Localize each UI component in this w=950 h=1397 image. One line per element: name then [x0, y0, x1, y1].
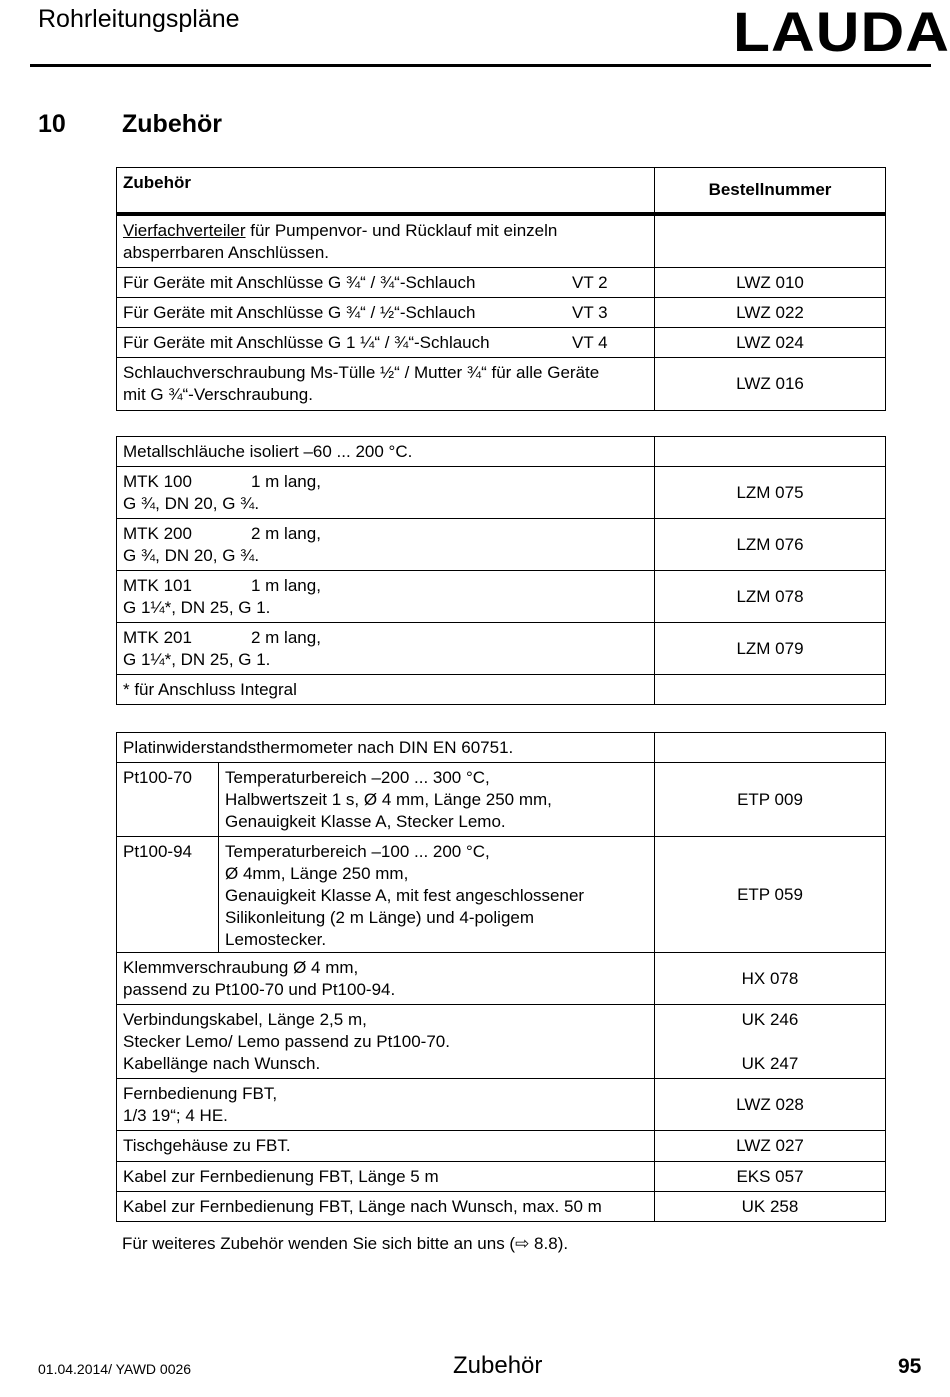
- order-number: LZM 076: [655, 519, 886, 571]
- length: 2 m lang,: [251, 524, 321, 543]
- table-row: [117, 953, 886, 1005]
- row-text: Schlauchverschraubung Ms-Tülle ½“ / Mutter ¾“ für alle Geräte: [123, 363, 600, 382]
- order-number: HX 078: [655, 953, 886, 1005]
- chapter-number: 10: [38, 110, 66, 138]
- lauda-logo: LAUDA: [733, 0, 950, 63]
- length: 1 m lang,: [251, 576, 321, 595]
- spec-line: Klemmverschraubung Ø 4 mm,: [123, 958, 359, 977]
- model: Pt100-94: [117, 837, 219, 953]
- spec-line: passend zu Pt100-70 und Pt100-94.: [123, 980, 396, 999]
- model: MTK 101: [123, 576, 192, 595]
- spec: G 1¼*, DN 25, G 1.: [123, 598, 271, 617]
- distributor-link[interactable]: Vierfachverteiler: [123, 220, 246, 240]
- accessory-table-thermometers: [116, 732, 886, 1222]
- spec-line: Genauigkeit Klasse A, mit fest angeschlossener: [225, 886, 585, 905]
- spec-line: Verbindungskabel, Länge 2,5 m,: [123, 1010, 367, 1029]
- spec: G 1¼*, DN 25, G 1.: [123, 650, 271, 669]
- order-number: LWZ 027: [655, 1131, 886, 1162]
- order-number: ETP 009: [655, 763, 886, 837]
- spec-line: Ø 4mm, Länge 250 mm,: [225, 864, 409, 883]
- header-title: Rohrleitungspläne: [38, 5, 240, 33]
- table-row: [117, 1005, 886, 1079]
- spec-line: Temperaturbereich –100 ... 200 °C,: [225, 842, 490, 861]
- accessory-table-hoses: [116, 436, 886, 705]
- order-number: UK 246: [741, 1010, 799, 1029]
- spec-line: Fernbedienung FBT,: [123, 1084, 278, 1103]
- footer-section: Zubehör: [453, 1352, 543, 1379]
- row-text: Tischgehäuse zu FBT.: [117, 1131, 655, 1162]
- table-row: [117, 1131, 886, 1162]
- length: 1 m lang,: [251, 472, 321, 491]
- page-number: 95: [898, 1355, 922, 1378]
- table-row: [117, 763, 886, 837]
- spec-line: Stecker Lemo/ Lemo passend zu Pt100-70.: [123, 1032, 450, 1051]
- header-rule: [30, 64, 931, 67]
- order-number: EKS 057: [655, 1162, 886, 1192]
- order-number: LZM 078: [655, 571, 886, 623]
- table-row: [117, 1079, 886, 1131]
- table-row: [117, 358, 886, 411]
- section-title: Metallschläuche isoliert –60 ... 200 °C.: [117, 437, 655, 467]
- spec-line: Halbwertszeit 1 s, Ø 4 mm, Länge 250 mm,: [225, 790, 552, 809]
- order-number: LWZ 024: [655, 328, 886, 358]
- intro-cell: [117, 214, 655, 268]
- table-row: [117, 837, 886, 953]
- table-row: [117, 1162, 886, 1192]
- row-text: Für Geräte mit Anschlüsse G 1 ¼“ / ¾“-Schlauch: [123, 332, 490, 352]
- model: MTK 200: [123, 524, 192, 543]
- row-type: VT 2: [572, 272, 608, 292]
- table-row: [117, 298, 886, 328]
- chapter-title: Zubehör: [122, 110, 222, 138]
- table-row: [117, 268, 886, 298]
- footer-note: Für weiteres Zubehör wenden Sie sich bitte an uns (⇨ 8.8).: [122, 1234, 569, 1253]
- spec-line: Lemostecker.: [225, 930, 327, 949]
- order-number: LZM 075: [655, 467, 886, 519]
- order-number: LWZ 022: [655, 298, 886, 328]
- row-text: Kabel zur Fernbedienung FBT, Länge 5 m: [117, 1162, 655, 1192]
- spec-line: Silikonleitung (2 m Länge) und 4-poligem: [225, 908, 535, 927]
- row-text: mit G ¾“-Verschraubung.: [123, 385, 313, 404]
- spec-line: Genauigkeit Klasse A, Stecker Lemo.: [225, 812, 506, 831]
- intro-text: für Pumpenvor- und Rücklauf mit einzeln absperrbaren Anschlüssen.: [123, 220, 558, 262]
- table-row: [117, 467, 886, 519]
- order-number: LZM 079: [655, 623, 886, 675]
- table-row: [117, 623, 886, 675]
- table-row: [117, 519, 886, 571]
- row-text: Für Geräte mit Anschlüsse G ¾“ / ½“-Schlauch: [123, 302, 476, 322]
- order-number: UK 247: [741, 1054, 799, 1073]
- table-row: [117, 328, 886, 358]
- footnote: * für Anschluss Integral: [117, 675, 655, 705]
- row-type: VT 4: [572, 332, 608, 352]
- row-type: VT 3: [572, 302, 608, 322]
- order-number: UK 258: [655, 1192, 886, 1222]
- order-number: ETP 059: [655, 837, 886, 953]
- model: MTK 201: [123, 628, 192, 647]
- length: 2 m lang,: [251, 628, 321, 647]
- accessory-table-distributors: [116, 167, 886, 411]
- order-number: LWZ 016: [655, 358, 886, 411]
- spec-line: 1/3 19“; 4 HE.: [123, 1106, 228, 1125]
- row-text: Kabel zur Fernbedienung FBT, Länge nach Wunsch, max. 50 m: [117, 1192, 655, 1222]
- row-text: Für Geräte mit Anschlüsse G ¾“ / ¾“-Schlauch: [123, 272, 476, 292]
- spec-line: Kabellänge nach Wunsch.: [123, 1054, 321, 1073]
- model: MTK 100: [123, 472, 192, 491]
- document-id: 01.04.2014/ YAWD 0026: [38, 1361, 192, 1377]
- spec: G ¾, DN 20, G ¾.: [123, 546, 260, 565]
- section-title: Platinwiderstandsthermometer nach DIN EN 60751.: [117, 733, 655, 763]
- order-number: LWZ 010: [655, 268, 886, 298]
- col-header-order-number: Bestellnummer: [655, 168, 886, 214]
- order-number: LWZ 028: [655, 1079, 886, 1131]
- table-row: [117, 1192, 886, 1222]
- col-header-accessory: Zubehör: [117, 168, 655, 214]
- spec-line: Temperaturbereich –200 ... 300 °C,: [225, 768, 490, 787]
- model: Pt100-70: [117, 763, 219, 837]
- table-row: [117, 571, 886, 623]
- spec: G ¾, DN 20, G ¾.: [123, 494, 260, 513]
